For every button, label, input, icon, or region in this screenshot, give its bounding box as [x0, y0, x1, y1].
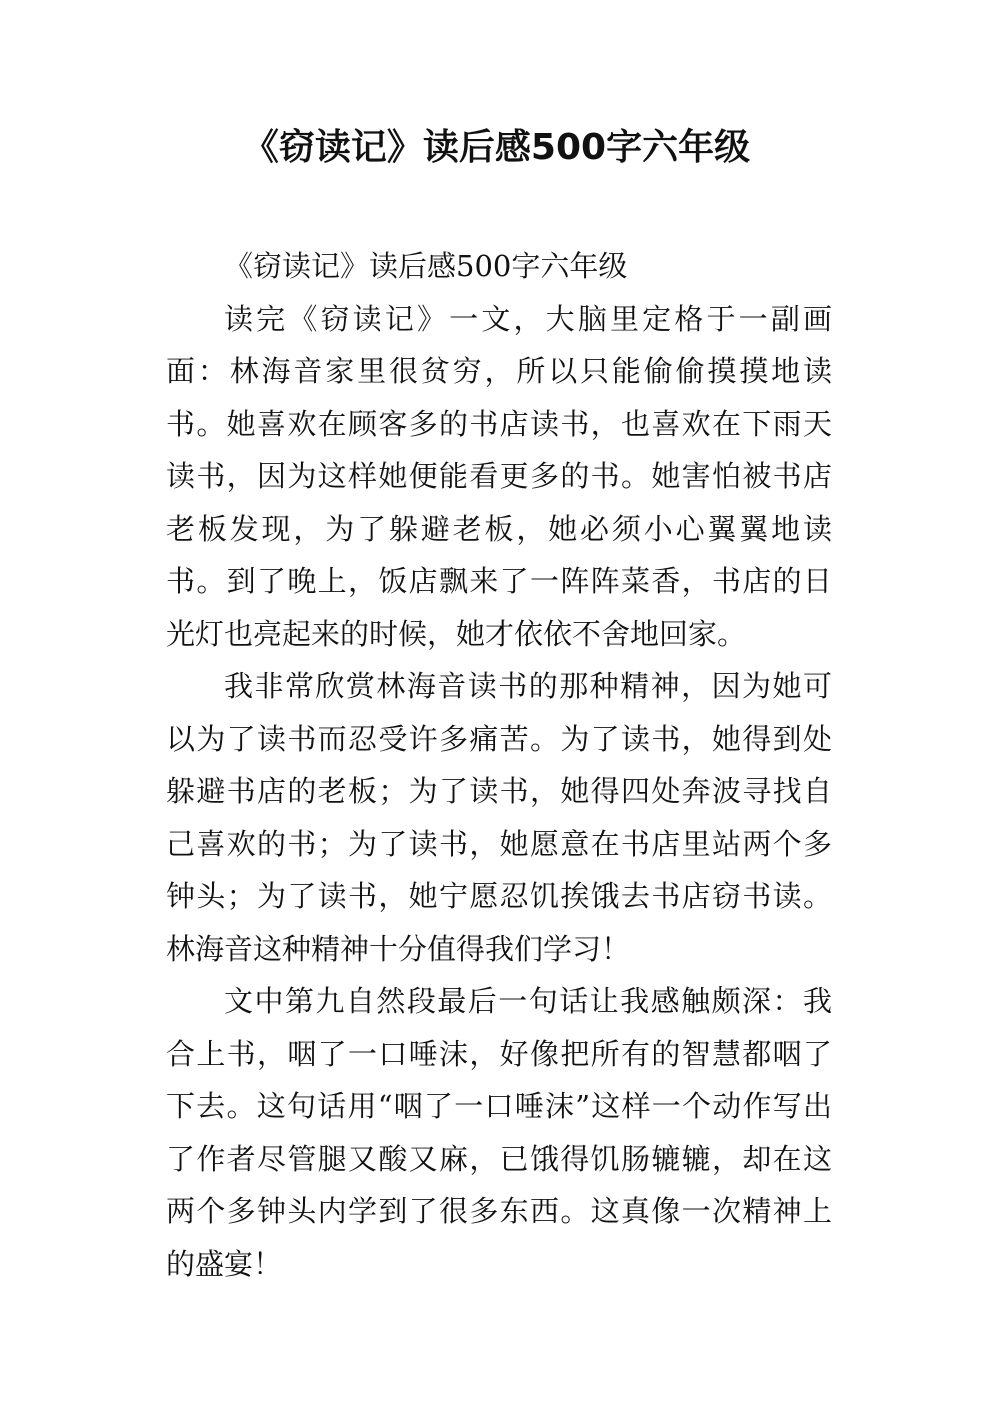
paragraph-3: 文中第九自然段最后一句话让我感触颇深：我合上书，咽了一口唾沫，好像把所有的智慧都咽了下去。这句话用“咽了一口唾沫”这样一个动作写出了作者尽管腿又酸又麻，已饿得饥肠辘辘，却在这两个多钟头内学到了很多东西。这真像一次精神上的盛宴！ [166, 984, 832, 1281]
document-body [166, 240, 832, 1290]
paragraph-subtitle: 《窃读记》读后感500字六年级 [224, 249, 628, 283]
document-title: 《窃读记》读后感500字六年级 [242, 127, 751, 168]
paragraph-2: 我非常欣赏林海音读书的那种精神，因为她可以为了读书而忍受许多痛苦。为了读书，她得到处躲避书店的老板；为了读书，她得四处奔波寻找自己喜欢的书；为了读书，她愿意在书店里站两个多钟头；为了读书，她宁愿忍饥挨饿去书店窃书读。林海音这种精神十分值得我们学习！ [166, 669, 832, 966]
paragraph-1: 读完《窃读记》一文，大脑里定格于一副画面：林海音家里很贫穷，所以只能偷偷摸摸地读书。她喜欢在顾客多的书店读书，也喜欢在下雨天读书，因为这样她便能看更多的书。她害怕被书店老板发现，为了躲避老板，她必须小心翼翼地读书。到了晚上，饭店飘来了一阵阵菜香，书店的日光灯也亮起来的时候，她才依依不舍地回家。 [166, 301, 832, 651]
